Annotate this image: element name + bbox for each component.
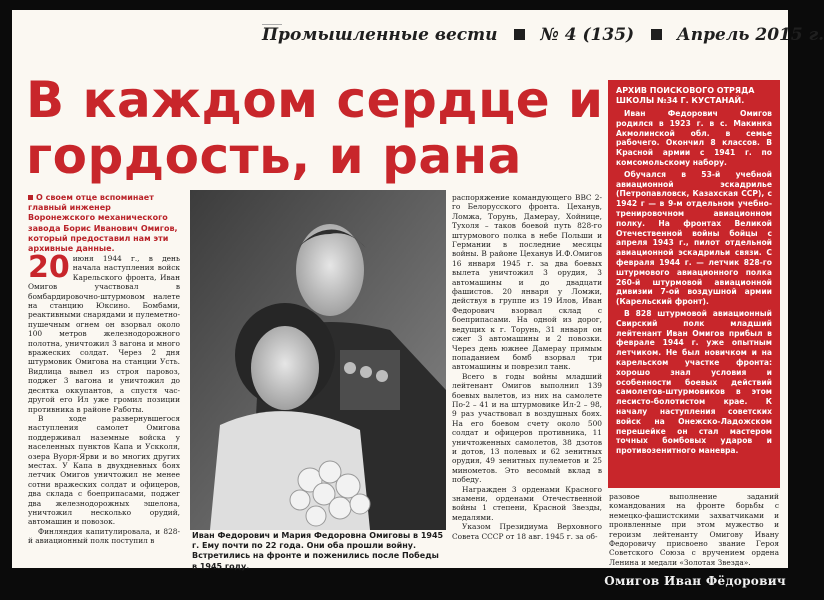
masthead: [262, 24, 824, 60]
sidebar-paragraph: Иван Федорович Омигов родился в 1923 г. в с. Макинка Акмолинской обл. в семье рабочего. Окончил 8 классов. В Красной армии с 1941 г. по комсомольскому набору.: [616, 109, 772, 167]
paragraph: Финляндия капитулировала, и 828-й авиационный полк поступил в: [28, 526, 180, 546]
paragraph: В ходе развернувшегося наступления самолет Омигова поддерживал наземные войска у населенных пунктов Капа и Ускколя, озера Вуоря-Ярви и во многих других местах. У Капа в двухдневных боях летчик Омигов уничтожил не менее сотни вражеских солдат и офицеров, два склада с боеприпасами, поджег два железнодорожных эшелона, уничтожил несколько орудий, автомашин и повозок.: [28, 413, 180, 527]
square-bullet-icon: [28, 195, 33, 200]
article-column-left: [28, 250, 180, 564]
issue-date: Апрель 2015 г.: [676, 24, 824, 45]
paragraph: июня 1944 г., в день начала наступления войск Карельского фронта, Иван Омигов участвовал в бомбардировочно-штурмовом налете на станцию Юксино. Бомбами, реактивными снарядами и пулеметно-пушечным огнем он взорвал около 100 метров железнодорожного полотна, уничтожил 3 вагона и много вражеских солдат. Через 2 дня штурмовик Омигова на станции Усть. Видлица вывел из строя паровоз, поджег 3 вагона и уничтожил до десятка оккупантов, а спустя час-другой его Ил уже громил позиции противника в районе Работы.: [28, 254, 180, 414]
article-headline: [26, 72, 606, 184]
paragraph: разовое выполнение заданий командования на фронте борьбы с немецко-фашистскими захватчиками и проявленные при этом мужество и героизм лейтенанту Омигову Ивану Федоровичу присвоено звание Героя Советского Союза с вручением ордена Ленина и медали «Золотая Звезда».: [609, 492, 779, 567]
headline-line-2: гордость, и рана: [26, 127, 522, 185]
square-bullet-icon: [514, 29, 525, 40]
article-column-right: [609, 492, 779, 566]
newspaper-page: [12, 10, 824, 571]
couple-photo: [190, 190, 446, 530]
headline-line-1: В каждом сердце и: [26, 71, 604, 129]
newspaper-name: Промышленные вести: [262, 24, 498, 45]
issue-number: № 4 (135): [540, 24, 635, 45]
couple-photo-image: [190, 190, 446, 530]
photo-caption: Иван Федорович и Мария Федоровна Омиговы в 1945 г. Ему почти по 22 года. Они оба прошли войну. Встретились на фронте и поженились после Победы в 1945 году.: [192, 531, 444, 571]
paragraph: распоряжение командующего ВВС 2-го Белорусского фронта. Цеханув, Ломжа, Торунь, Дамерау, Хойнице, Тухоля – таков боевой путь 828-го штурмового полка в небе Польши и Германии в последние месяцы войны. В районе Цеханув И.Ф.Омигов 16 января 1945 г. за два боевых вылета уничтожил 3 орудия, 3 автомашины и до двадцати фашистов. 20 января у Ломжи, действуя в группе из 19 Илов, Иван Федорович взорвал склад с боеприпасами. На одной из дорог, ведущих к г. Торунь, 31 января он сжег 3 автомашины и 2 повозки. Через день южнее Дамерау прямым попаданием бомб взорвал три автомашины и поврезил танк.: [452, 193, 602, 372]
footer-person-name: Омигов Иван Фёдорович: [604, 574, 786, 588]
paragraph: Всего в годы войны младший лейтенант Омигов выполнил 139 боевых вылетов, из них на самолете По-2 – 41 и на штурмовике Ил-2 – 98, 9 раз участвовал в воздушных боях. На его боевом счету около 500 солдат и офицеров противника, 11 уничтоженных самолетов, 38 дзотов и дотов, 13 полевых и 62 зенитных орудия, 49 зенитных пулеметов и 25 минометов. Это весомый вклад в победу.: [452, 371, 602, 485]
dropcap-number: 20: [28, 250, 70, 285]
article-column-middle: [452, 193, 602, 565]
sidebar-paragraph: Обучался в 53-й учебной авиационной эскадрилье (Петропавловск, Казахская ССР), с 1942 г — в 9-м отдельном учебно-тренировочном авиационном полку. На фронтах Великой Отечественной войны бойцы с апреля 1943 г., пилот отдельной авиационной эскадрильи связи. С февраля 1944 г. — летчик 828-го штурмового авиационного полка 260-й штурмовой авиационной дивизии 7-ой воздушной армии (Карельский фронт).: [616, 169, 772, 307]
lead-text: О своем отце вспоминает главный инженер Воронежского механического завода Борис Иванович Омигов, который предоставил нам эти архивные данные.: [28, 193, 178, 254]
square-bullet-icon: [651, 29, 662, 40]
paragraph: Указом Президиума Верховного Совета СССР от 18 авг. 1945 г. за об-: [452, 522, 602, 541]
masthead-rule: [262, 24, 282, 25]
archive-sidebar: [608, 80, 780, 488]
sidebar-paragraph: В 828 штурмовой авиационный Свирский полк младший лейтенант Иван Омигов прибыл в феврале 1944 г. уже опытным летчиком. Не был новичком и на карельском участке фронта: хорошо знал условия и особенности боевых действий самолетов-штурмовиков в этом лесисто-болотистом крае. К началу наступления советских войск на Онежско-Ладожском перешейке он стал мастером точных бомбовых ударов и противозенитного маневра.: [616, 308, 772, 456]
paragraph: Награжден 3 орденами Красного знамени, орденами Отечественной войны 1 степени, Красной Звезды, медалями.: [452, 484, 602, 522]
sidebar-title: АРХИВ ПОИСКОВОГО ОТРЯДА ШКОЛЫ №34 Г. КУСТАНАЙ.: [616, 86, 755, 105]
article-lead: [28, 193, 180, 254]
